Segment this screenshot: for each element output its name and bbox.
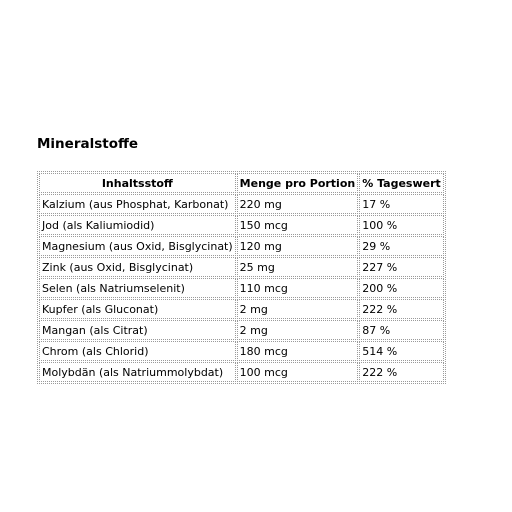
minerals-table <box>37 171 446 384</box>
section-title: Mineralstoffe <box>37 136 139 152</box>
table-header-row <box>39 173 444 193</box>
ingredient-cell: Zink (aus Oxid, Bisglycinat) <box>39 257 236 277</box>
column-header-daily-value: % Tageswert <box>359 173 444 193</box>
ingredient-cell: Chrom (als Chlorid) <box>39 341 236 361</box>
daily-value-cell: 100 % <box>359 215 444 235</box>
amount-cell: 100 mcg <box>237 362 359 382</box>
amount-cell: 2 mg <box>237 299 359 319</box>
table-row <box>39 362 444 382</box>
table-row <box>39 215 444 235</box>
daily-value-cell: 227 % <box>359 257 444 277</box>
ingredient-cell: Kupfer (als Gluconat) <box>39 299 236 319</box>
daily-value-cell: 222 % <box>359 362 444 382</box>
amount-cell: 2 mg <box>237 320 359 340</box>
amount-cell: 180 mcg <box>237 341 359 361</box>
ingredient-cell: Mangan (als Citrat) <box>39 320 236 340</box>
ingredient-cell: Magnesium (aus Oxid, Bisglycinat) <box>39 236 236 256</box>
amount-cell: 120 mg <box>237 236 359 256</box>
ingredient-cell: Selen (als Natriumselenit) <box>39 278 236 298</box>
ingredient-cell: Kalzium (aus Phosphat, Karbonat) <box>39 194 236 214</box>
daily-value-cell: 514 % <box>359 341 444 361</box>
daily-value-cell: 222 % <box>359 299 444 319</box>
table-row <box>39 299 444 319</box>
amount-cell: 25 mg <box>237 257 359 277</box>
daily-value-cell: 17 % <box>359 194 444 214</box>
daily-value-cell: 200 % <box>359 278 444 298</box>
table-row <box>39 194 444 214</box>
ingredient-cell: Jod (als Kaliumiodid) <box>39 215 236 235</box>
table-row <box>39 236 444 256</box>
table-row <box>39 257 444 277</box>
column-header-ingredient: Inhaltsstoff <box>39 173 236 193</box>
table-row <box>39 341 444 361</box>
table-row <box>39 320 444 340</box>
amount-cell: 220 mg <box>237 194 359 214</box>
amount-cell: 150 mcg <box>237 215 359 235</box>
column-header-amount: Menge pro Portion <box>237 173 359 193</box>
amount-cell: 110 mcg <box>237 278 359 298</box>
table-row <box>39 278 444 298</box>
daily-value-cell: 29 % <box>359 236 444 256</box>
daily-value-cell: 87 % <box>359 320 444 340</box>
ingredient-cell: Molybdän (als Natriummolybdat) <box>39 362 236 382</box>
